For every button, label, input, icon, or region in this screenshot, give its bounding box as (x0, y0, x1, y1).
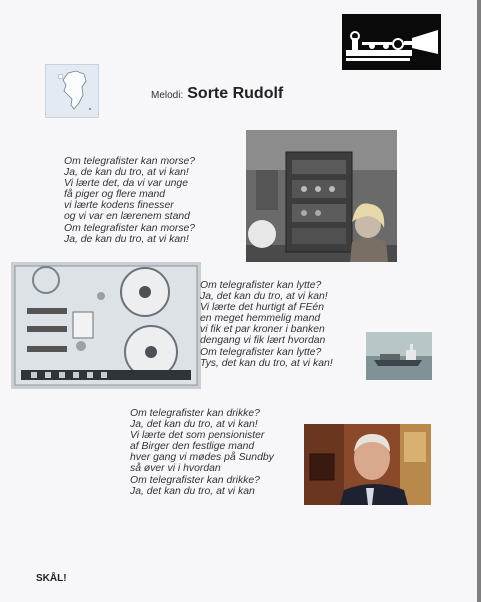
greenland-map-image (45, 64, 99, 118)
verse-line: hver gang vi mødes på Sundby (130, 452, 274, 464)
ship-image (366, 332, 432, 380)
verse-line: Vi lærte det, da vi var unge (64, 178, 188, 190)
verse-2 (200, 280, 333, 369)
verse-line: af Birger den festlige mand (130, 441, 255, 453)
verse-line: og vi var en lærenem stand (64, 211, 190, 223)
page-edge (477, 0, 481, 602)
verse-line: Ja, det kan du tro, at vi kan! (200, 291, 328, 303)
verse-line: Vi lærte det hurtigt af FEén (200, 302, 324, 314)
verse-line: Tys, det kan du tro, at vi kan! (200, 357, 333, 369)
greenland-map-icon (46, 65, 98, 117)
closing-toast: SKÅL! (36, 573, 67, 584)
verse-line: dengang vi fik lært hvordan (200, 335, 326, 347)
melody-line (151, 85, 283, 103)
tape-recorder-photo (11, 262, 201, 389)
telegraph-key-icon (342, 14, 441, 70)
verse-3 (130, 408, 274, 497)
verse-1 (64, 156, 195, 245)
man-portrait-image (304, 424, 431, 505)
verse-line: vi fik et par kroner i banken (200, 324, 325, 336)
melody-title: Sorte Rudolf (187, 85, 284, 102)
verse-line: Om telegrafister kan drikke? (130, 408, 260, 419)
verse-line: Vi lærte det som pensionister (130, 430, 265, 442)
man-portrait-photo (304, 424, 431, 505)
radio-station-photo (246, 130, 397, 262)
verse-line: Om telegrafister kan morse? (64, 222, 196, 234)
verse-line: Om telegrafister kan lytte? (200, 346, 322, 358)
melody-label: Melodi: (151, 90, 184, 101)
verse-line: vi lærte kodens finesser (64, 200, 174, 212)
verse-line: Ja, de kan du tro, at vi kan! (64, 233, 189, 245)
verse-line: få piger og flere mand (64, 189, 166, 201)
verse-line: Om telegrafister kan lytte? (200, 280, 322, 291)
verse-line: en meget hemmelig mand (200, 313, 321, 325)
verse-line: så øver vi i hvordan (130, 463, 221, 475)
verse-line: Om telegrafister kan morse? (64, 156, 196, 167)
ship-photo (366, 332, 432, 380)
verse-line: Ja, det kan du tro, at vi kan! (130, 419, 258, 431)
verse-line: Ja, det kan du tro, at vi kan (130, 485, 255, 497)
tape-recorder-image (11, 262, 201, 389)
telegraph-key-logo (342, 14, 441, 70)
verse-line: Ja, de kan du tro, at vi kan! (64, 167, 189, 179)
radio-station-image (246, 130, 397, 262)
verse-line: Om telegrafister kan drikke? (130, 474, 260, 486)
